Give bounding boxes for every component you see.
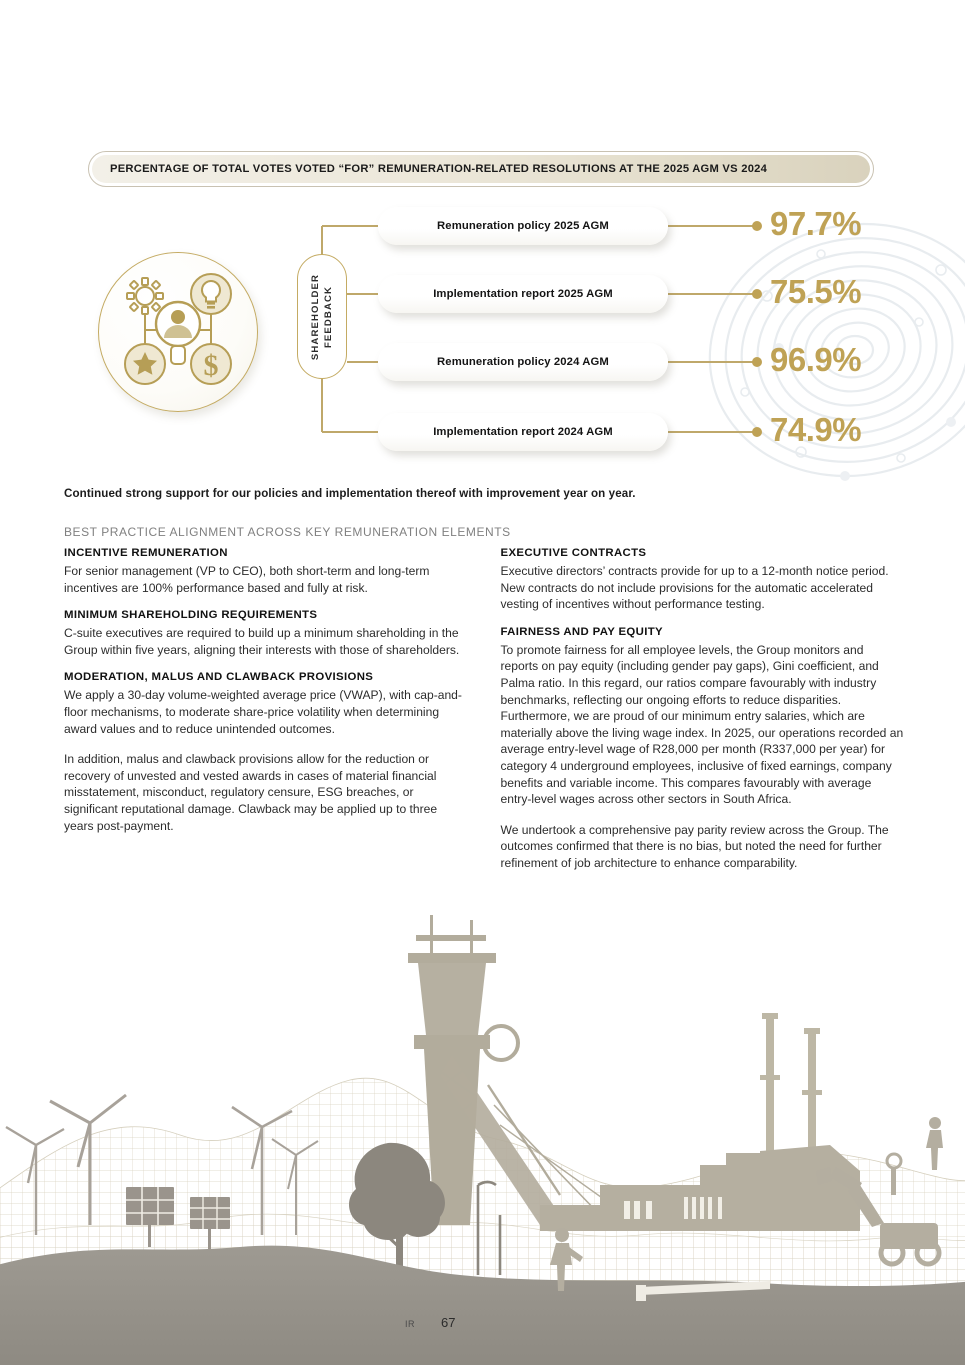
para-moderation-2: In addition, malus and clawback provisions allow for the reduction or recovery of unvested and vested awards in cases of material financial misstatement, misconduct, regulatory censure, ESG breaches, or significant reputational damage. Clawback may be applied up to three years post-payment. xyxy=(64,752,438,833)
votes-infographic xyxy=(0,190,965,475)
shareholder-feedback-hub xyxy=(297,254,347,379)
hub-label xyxy=(309,273,335,359)
heading-moderation-malus-clawback: MODERATION, MALUS AND CLAWBACK PROVISIONS xyxy=(64,671,374,684)
infographic-caption: Continued strong support for our policies and implementation thereof with improvement year on year. xyxy=(64,487,636,500)
left-column xyxy=(64,547,468,872)
svg-text:$: $ xyxy=(203,349,219,382)
resolution-label-2: Implementation report 2025 AGM xyxy=(433,288,613,300)
mine-headgear xyxy=(408,915,640,1225)
heading-minimum-shareholding: MINIMUM SHAREHOLDING REQUIREMENTS xyxy=(64,609,318,622)
para-minimum-shareholding-1: C-suite executives are required to build up a minimum shareholding in the Group within five years, aligning their interests with those of shareholders. xyxy=(64,626,460,657)
resolution-pill-4[interactable] xyxy=(378,413,668,451)
heading-incentive-remuneration: INCENTIVE REMUNERATION xyxy=(64,547,228,559)
resolution-value-3: 96.9% xyxy=(770,341,862,378)
hub-label-line-1: SHAREHOLDER xyxy=(310,273,322,360)
page-number: 67 xyxy=(441,1315,456,1330)
chart-title-banner xyxy=(88,151,874,187)
banner-fill xyxy=(92,155,870,183)
resolution-label-4: Implementation report 2024 AGM xyxy=(433,426,613,438)
section-heading: BEST PRACTICE ALIGNMENT ACROSS KEY REMUNERATION ELEMENTS xyxy=(64,525,511,539)
resolution-pill-3[interactable] xyxy=(378,343,668,381)
landscape-graphic xyxy=(0,895,965,1365)
para-incentive-remuneration-1: For senior management (VP to CEO), both short-term and long-term incentives are 100% performance based and fully at risk. xyxy=(64,564,430,595)
body-columns xyxy=(64,547,904,872)
page-footer xyxy=(405,1315,455,1330)
para-fairness-2: We undertook a comprehensive pay parity review across the Group. The outcomes confirmed that there is no bias, but noted the need for further refinement of job architecture to enhance comparability. xyxy=(500,822,889,870)
para-moderation-1: We apply a 30-day volume-weighted average price (VWAP), with cap-and-floor mechanisms, to moderate share-price volatility when determining award values and to reduce unintended outcomes. xyxy=(64,688,462,736)
heading-executive-contracts: EXECUTIVE CONTRACTS xyxy=(500,547,647,559)
page-title: PERCENTAGE OF TOTAL VOTES VOTED “FOR” REMUNERATION-RELATED RESOLUTIONS AT THE 2025 AGM VS 2024 xyxy=(110,163,768,175)
resolution-value-2: 75.5% xyxy=(770,273,862,310)
para-executive-contracts-1: Executive directors’ contracts provide for up to a 12-month notice period. New contracts do not include provisions for the automatic accelerated vesting of incentives without performance testing. xyxy=(500,564,889,612)
hub-label-line-2: FEEDBACK xyxy=(323,285,335,348)
report-abbrev: IR xyxy=(405,1319,415,1329)
resolution-pill-2[interactable] xyxy=(378,275,668,313)
resolution-value-4: 74.9% xyxy=(770,411,862,448)
resolution-value-1: 97.7% xyxy=(770,205,862,242)
resolution-label-3: Remuneration policy 2024 AGM xyxy=(437,356,609,368)
resolution-pill-1[interactable] xyxy=(378,207,668,245)
heading-fairness-pay-equity: FAIRNESS AND PAY EQUITY xyxy=(500,625,663,638)
resolution-label-1: Remuneration policy 2025 AGM xyxy=(437,220,609,232)
para-fairness-1: To promote fairness for all employee levels, the Group monitors and reports on pay equity (including gender pay gaps), Gini coefficient, and Palma ratio. In this regard, our ratios compare favourably with industry benchmarks, reflecting our ongoing efforts to reduce disparities. Furthermore, we are proud of our minimum entry salaries, which are materially above the living wage index. In 2025, our operations recorded an average entry-level wage of R28,000 per month (R337,000 per year) for category 4 underground employees, inclusive of fixed earnings, company benefits and variable income. This compares favourably with average entry-level wages across other sectors in South Africa. xyxy=(500,642,904,807)
mining-landscape-illustration xyxy=(0,895,965,1365)
right-column xyxy=(501,547,905,872)
